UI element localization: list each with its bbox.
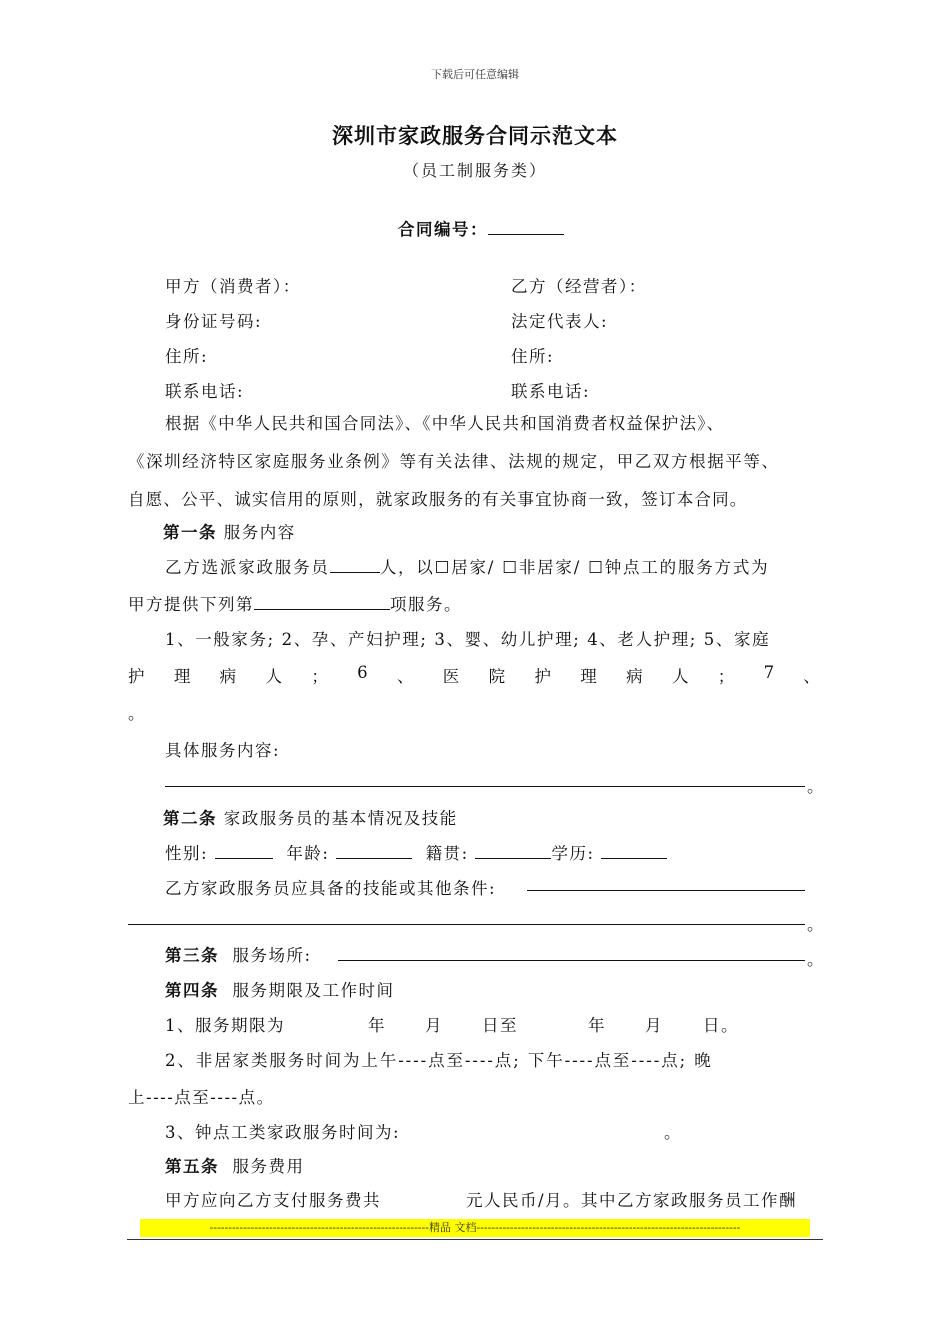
article-2-heading: [163, 805, 458, 829]
spread-char: 病: [626, 667, 643, 686]
origin-label: 籍贯:: [425, 844, 469, 863]
article-2-label: 第二条: [163, 809, 217, 828]
spread-char: 、: [803, 667, 820, 686]
non-resident-hours-cont: 上----点至----点。: [128, 1088, 275, 1107]
article-1-label: 第一条: [163, 523, 217, 542]
staff-count-blank: [330, 556, 380, 573]
art1-text-c: 甲方提供下列第: [128, 595, 254, 614]
party-b-name: 乙方（经营者）：: [511, 277, 647, 296]
party-a-address: 住所:: [165, 347, 209, 366]
spread-char: 病: [219, 667, 237, 686]
checkbox-hourly[interactable]: ☐: [588, 558, 605, 577]
footer-rule: [127, 1239, 823, 1240]
party-a-name: 甲方（消费者）：: [165, 277, 301, 296]
term-start-day: 日至: [482, 1016, 518, 1035]
fee-text-b: 元人民币/月。其中乙方家政服务员工作酬: [466, 1191, 798, 1210]
education-label: 学历:: [551, 844, 595, 863]
article-5-heading: [165, 1153, 305, 1177]
term-end-month: 月: [645, 1016, 663, 1035]
document-title: 深圳市家政服务合同示范文本: [332, 123, 618, 148]
hourly-hours: 3、钟点工类家政服务时间为:: [165, 1123, 401, 1142]
spread-char: 人: [265, 667, 282, 686]
checkbox-resident[interactable]: ☐: [434, 558, 452, 577]
preamble-line-1: 根据《中华人民共和国合同法》、《中华人民共和国消费者权益保护法》、: [165, 414, 725, 433]
skills-label: 乙方家政服务员应具备的技能或其他条件:: [165, 879, 497, 898]
option-nonresident: 非居家/: [518, 558, 582, 577]
spread-char: ；: [717, 667, 735, 686]
spread-char: 院: [488, 667, 506, 686]
service-detail-end: 。: [807, 777, 825, 796]
age-label: 年龄:: [286, 844, 330, 863]
term-prefix: 1、服务期限为: [165, 1016, 285, 1035]
services-period: 。: [128, 704, 146, 723]
party-a-id: 身份证号码:: [165, 312, 263, 331]
fee-text-a: 甲方应向乙方支付服务费共: [165, 1191, 381, 1210]
gender-label: 性别:: [165, 844, 209, 863]
spread-char: 人: [671, 667, 689, 686]
staff-info-line: [165, 840, 667, 864]
spread-char: 、: [396, 667, 414, 686]
service-location-end: 。: [807, 950, 825, 969]
skills-blank-2: [128, 924, 805, 925]
party-b-address: 住所:: [511, 347, 555, 366]
term-start-month: 月: [425, 1016, 443, 1035]
article-3-label: 第三条: [165, 946, 219, 965]
footer-banner: -----------------------------------------------------------精品 文档-----------------------------------------------------------------------: [140, 1219, 810, 1237]
page-header: 下载后可任意编辑: [431, 68, 519, 81]
term-start-year: 年: [368, 1016, 386, 1035]
term-end-day: 日。: [703, 1016, 739, 1035]
article-3-title: 服务场所:: [232, 946, 312, 965]
spread-char: 理: [580, 667, 597, 686]
article-1-heading: [163, 519, 296, 543]
services-list: 1、一般家务; 2、孕、产妇护理; 3、婴、幼儿护理; 4、老人护理; 5、家庭: [165, 630, 771, 649]
document-subtitle: （员工制服务类）: [402, 161, 547, 180]
spread-char: 医: [442, 667, 460, 686]
preamble-line-2: 《深圳经济特区家庭服务业条例》等有关法律、法规的规定，甲乙双方根据平等、: [128, 452, 780, 471]
article-1-line-2: [128, 591, 462, 615]
article-1-title: 服务内容: [223, 523, 296, 542]
party-b-phone: 联系电话:: [511, 382, 591, 401]
article-5-label: 第五条: [165, 1157, 219, 1176]
contract-number-blank: [488, 218, 564, 235]
spread-char: 理: [173, 667, 191, 686]
gender-blank: [215, 842, 273, 859]
term-end-year: 年: [588, 1016, 606, 1035]
article-2-title: 家政服务员的基本情况及技能: [223, 809, 458, 828]
art1-text-b: 人，以: [379, 558, 435, 577]
services-list-spread: [128, 663, 820, 687]
art1-text-a: 乙方选派家政服务员: [165, 558, 330, 577]
article-3-heading: [165, 942, 312, 966]
skills-blank-1: [527, 890, 805, 891]
service-detail-label: 具体服务内容:: [165, 741, 281, 760]
party-a-phone: 联系电话:: [165, 382, 245, 401]
service-location-blank: [338, 960, 805, 961]
preamble-line-3: 自愿、公平、诚实信用的原则，就家政服务的有关事宜协商一致，签订本合同。: [128, 490, 748, 509]
hourly-hours-end: 。: [664, 1123, 682, 1142]
checkbox-nonresident[interactable]: ☐: [502, 558, 519, 577]
spread-char: 7: [763, 663, 775, 682]
service-items-blank: [254, 593, 390, 610]
article-4-heading: [165, 977, 395, 1001]
spread-char: ；: [311, 667, 328, 686]
article-4-label: 第四条: [165, 981, 219, 1000]
article-1-line-1: [165, 554, 769, 578]
age-blank: [336, 842, 412, 859]
option-resident: 居家/: [451, 558, 496, 577]
spread-char: 护: [534, 667, 551, 686]
spread-char: 护: [128, 667, 145, 686]
service-detail-blank: [165, 786, 805, 787]
education-blank: [601, 842, 667, 859]
option-hourly: 钟点工的服务方式为: [604, 558, 770, 577]
contract-number: [398, 216, 564, 240]
art1-text-d: 项服务。: [390, 595, 462, 614]
contract-number-label: 合同编号：: [398, 220, 488, 239]
spread-char: 6: [357, 663, 368, 682]
article-5-title: 服务费用: [232, 1157, 305, 1176]
non-resident-hours: 2、非居家类服务时间为上午----点至----点; 下午----点至----点; 晚: [165, 1051, 713, 1070]
skills-end: 。: [807, 915, 825, 934]
party-b-rep: 法定代表人:: [511, 312, 609, 331]
origin-blank: [475, 842, 551, 859]
article-4-title: 服务期限及工作时间: [232, 981, 395, 1000]
